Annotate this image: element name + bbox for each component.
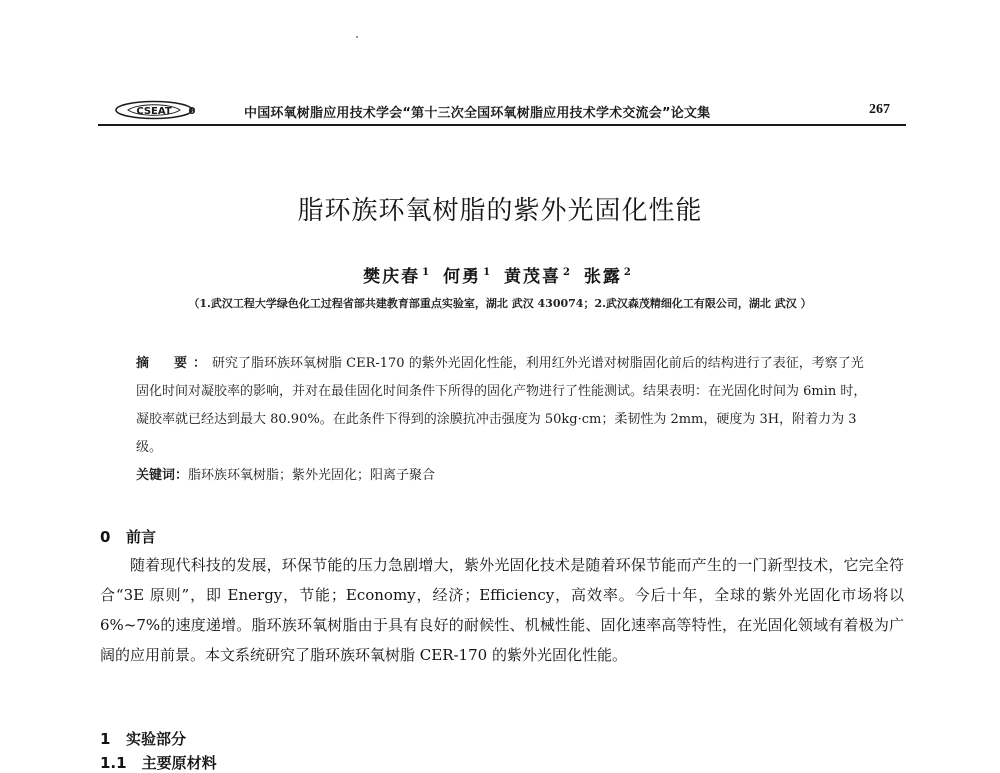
author-name: 黄茂喜 [503, 267, 561, 287]
author-name: 樊庆春 [363, 267, 421, 287]
author-name: 张露 [583, 267, 622, 287]
scan-speck [356, 36, 358, 38]
section-heading-experimental [100, 728, 186, 749]
abstract-paragraph [136, 350, 876, 462]
society-logo [114, 100, 196, 120]
author-affiliation-mark: 1 [422, 267, 430, 279]
header-rule [98, 124, 906, 126]
section-number: 0 [100, 528, 111, 546]
author-affiliation-mark: 2 [623, 267, 631, 279]
running-header [100, 100, 904, 126]
proceedings-title: 中国环氧树脂应用技术学会“第十三次全国环氧树脂应用技术学术交流会”论文集 [244, 106, 711, 121]
author-affiliation-mark: 1 [483, 267, 491, 279]
intro-paragraph: 随着现代科技的发展，环保节能的压力急剧增大，紫外光固化技术是随着环保节能而产生的一门新型技术，它完全符合“3E 原则”，即 Energy，节能；Economy，经济；Efficiency，高效率。今后十年，全球的紫外光固化市场将以 6%~7%的速度递增。脂环族环氧树脂由于具有良好的耐候性、机械性能、固化速率高等特性，在光固化领域有着极为广阔的应用前景。本文系统研究了脂环族环氧树脂 CER-170 的紫外光固化性能。 [100, 556, 904, 664]
section-title: 前言 [126, 528, 157, 546]
keywords-line [136, 462, 876, 490]
paper-title: 脂环族环氧树脂的紫外光固化性能 [297, 196, 703, 226]
author-name: 何勇 [443, 267, 482, 287]
keywords-text: 脂环族环氧树脂；紫外光固化；阳离子聚合 [188, 468, 436, 483]
intro-body [100, 550, 904, 670]
logo-suffix: 0 [188, 106, 196, 117]
abstract-text: 研究了脂环族环氧树脂 CER-170 的紫外光固化性能，利用红外光谱对树脂固化前后的结构进行了表征，考察了光固化时间对凝胶率的影响，并对在最佳固化时间条件下所得的固化产物进行了性能测试。结果表明：在光固化时间为 6min 时，凝胶率就已经达到最大 80.90%。在此条件下得到的涂膜抗冲击强度为 50kg·cm；柔韧性为 2mm，硬度为 3H，附着力为 3 级。 [136, 356, 867, 455]
author-list [0, 262, 1000, 287]
subsection-heading-cut: 1.1 主要原材料 [100, 754, 217, 772]
affiliation-line: （1.武汉工程大学绿色化工过程省部共建教育部重点实验室，湖北 武汉 430074；2.武汉森茂精细化工有限公司，湖北 武汉 ） [188, 297, 812, 310]
section-heading-intro [100, 526, 156, 547]
section-title: 实验部分 [126, 730, 187, 748]
abstract-block [136, 350, 876, 490]
page-number: 267 [869, 102, 890, 117]
abstract-label: 摘 要： [136, 356, 213, 371]
keywords-label: 关键词： [136, 468, 189, 483]
section-number: 1 [100, 730, 111, 748]
author-affiliation-mark: 2 [562, 267, 570, 279]
logo-text: CSEAT [136, 106, 172, 117]
